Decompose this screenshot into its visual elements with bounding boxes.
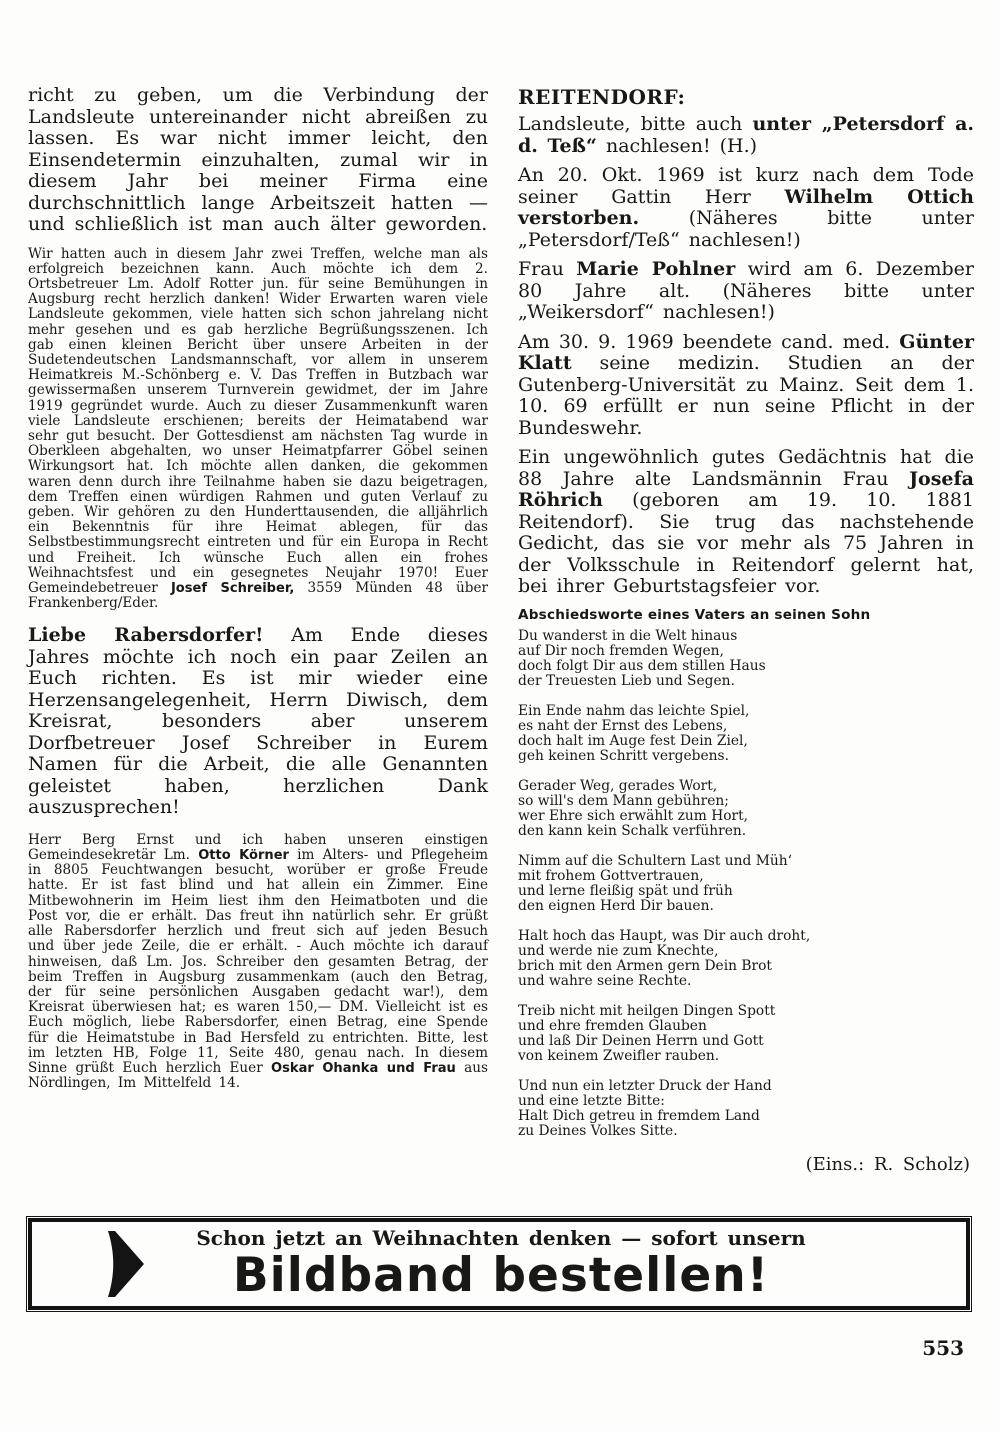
note-wilhelm-ottich: An 20. Okt. 1969 ist kurz nach dem Tode seiner Gattin Herr Wilhelm Ottich verstorben. (Näheres bitte unter „Petersdorf/Teß“ nachlesen!): [518, 164, 974, 251]
paragraph-meeting-report: Wir hatten auch in diesem Jahr zwei Treffen, welche man als erfolgreich bezeichnen kann. Auch möchte ich dem 2. Ortsbetreuer Lm. Adolf Rotter jun. für seine Bemühungen in Augsburg recht herzlich danken! Wider Erwarten waren viele Landsleute gekommen, viele hatten sich schon jahrelang nicht mehr gesehen und es gab herzliche Begrüßungsszenen. Ich gab einen kleinen Bericht über unsere Arbeiten in der Sudetendeutschen Landsmannschaft, vor allem in unserem Heimatkreis M.-Schönberg e. V. Das Treffen in Butzbach war gewissermaßen unserem Turnverein gewidmet, der im Jahre 1919 gegründet wurde. Auch zu dieser Zusammenkunft waren viele Landsleute erschienen; bereits der Heimatabend war sehr gut besucht. Der Gottesdienst am nächsten Tag wurde in Oberkleen abgehalten, wo unser Heimatpfarrer Göbel seinen Wirkungsort hat. Ich möchte allen danken, die gekommen waren denn durch ihre Teilnahme haben sie dazu beigetragen, dem Treffen einen würdigen Rahmen und guten Verlauf zu geben. Wir gehören zu den Hunderttausenden, die alljährlich ein Bekenntnis für ihre Heimat ablegen, für das Selbstbestimmungsrecht eintreten und für ein Europa in Recht und Freiheit. Ich wünsche Euch allen ein frohes Weihnachtsfest und ein gesegnetes Neujahr 1970! Euer Gemeindebetreuer Josef Schreiber, 3559 Münden 48 über Frankenberg/Eder.: [28, 245, 488, 612]
paragraph-intro-continuation: richt zu geben, um die Verbindung der Landsleute untereinander nicht abreißen zu lassen. Es war nicht immer leicht, den Einsendetermin einzuhalten, zumal wir in diesem Jahr bei meiner Firma eine durchschnittlich lange Arbeitszeit hatten — und schließlich ist man auch älter geworden.: [28, 84, 488, 235]
note-josefa-roehrich: Ein ungewöhnlich gutes Gedächtnis hat die 88 Jahre alte Landsmännin Frau Josefa Röhrich (geboren am 19. 10. 1881 Reitendorf). Sie trug das nachstehende Gedicht, das sie vor mehr als 75 Jahren in der Volksschule in Reitendorf gelernt hat, bei ihrer Geburtstagsfeier vor.: [518, 446, 974, 597]
note-guenter-klatt: Am 30. 9. 1969 beendete cand. med. Günter Klatt seine medizin. Studien an der Gutenberg-Universität zu Mainz. Seit dem 1. 10. 69 erfüllt er nun seine Pflicht in der Bundeswehr.: [518, 330, 974, 439]
poem-title: Abschiedsworte eines Vaters an seinen Sohn: [518, 606, 871, 623]
note-marie-pohlner: Frau Marie Pohlner wird am 6. Dezember 80 Jahre alt. (Näheres bitte unter „Weikersdorf“ nachlesen!): [518, 258, 975, 323]
paragraph-otto-koerner: Herr Berg Ernst und ich haben unseren einstigen Gemeindesekretär Lm. Otto Körner im Alters- und Pflegeheim in 8805 Feuchtwangen besucht, worüber er große Freude hatte. Er ist fast blind und hat allein ein Zimmer. Eine Mitbewohnerin im Heim liest ihm den Heimatboten und die Post vor, die er erhält. Das freut ihn natürlich sehr. Er grüßt alle Rabersdorfer herzlich und freut sich auf jeden Besuch und über jede Zeile, die er erhält. - Auch möchte ich darauf hinweisen, daß Lm. Jos. Schreiber den gesamten Betrag, der beim Treffen in Augsburg zusammenkam (auch den Betrag, der für seine persönlichen Ausgaben gedacht war!), dem Kreisrat überwiesen hat; es waren 150,— DM. Vielleicht ist es Euch möglich, liebe Rabersdorfer, einen Betrag, eine Spende für die Heimatstube in Bad Hersfeld zu entrichten. Bitte, lest im letzten HB, Folge 11, Seite 480, genau nach. In diesem Sinne grüßt Euch herzlich Euer Oskar Ohanka und Frau aus Nördlingen, Im Mittelfeld 14.: [28, 831, 488, 1092]
poem-stanza-7: Und nun ein letzter Druck der Hand und eine letzte Bitte: Halt Dich getreu in fremdem Land zu Deines Volkes Sitte.: [518, 1077, 772, 1139]
poem-stanza-3: Gerader Weg, gerades Wort, so will's dem Mann gebühren; wer Ehre sich erwählt zum Hort, den kann kein Schalk verführen.: [518, 777, 749, 839]
banner-subline: Schon jetzt an Weihnachten denken — sofort unsern: [196, 1226, 806, 1250]
poem-stanza-4: Nimm auf die Schultern Last und Müh‘ mit frohem Gottvertrauen, und lerne fleißig spät und früh den eignen Herd Dir bauen.: [518, 852, 793, 914]
note-petersdorf-reference: Landsleute, bitte auch unter „Petersdorf a. d. Teß“ nachlesen! (H.): [518, 113, 974, 157]
right-column: [518, 85, 974, 1175]
banner-headline: Bildband bestellen!: [232, 1248, 770, 1303]
poem-stanza-6: Treib nicht mit heilgen Dingen Spott und ehre fremden Glauben und laß Dir Deinen Herrn und Gott von keinem Zweifler rauben.: [518, 1002, 776, 1064]
section-heading-reitendorf: REITENDORF:: [518, 85, 686, 109]
banner-text: [146, 1226, 856, 1302]
poem-attribution: (Eins.: R. Scholz): [805, 1153, 970, 1175]
poem-stanza-1: Du wanderst in die Welt hinaus auf Dir noch fremden Wegen, doch folgt Dir aus dem stillen Haus der Treuesten Lieb und Segen.: [518, 627, 766, 689]
arrow-icon: [106, 1231, 146, 1297]
left-column: [28, 85, 488, 1175]
paragraph-liebe-rabersdorfer: Liebe Rabersdorfer! Am Ende dieses Jahres möchte ich noch ein paar Zeilen an Euch richten. Es ist mir wieder eine Herzensangelegenheit, Herrn Diwisch, dem Kreisrat, besonders aber unserem Dorfbetreuer Josef Schreiber in Eurem Namen für die Arbeit, die alle Genannten geleistet haben, herzlichen Dank auszusprechen!: [28, 624, 488, 819]
poem-stanza-2: Ein Ende nahm das leichte Spiel, es naht der Ernst des Lebens, doch halt im Auge fest Dein Ziel, geh keinen Schritt vergebens.: [518, 702, 750, 764]
poem-stanza-5: Halt hoch das Haupt, was Dir auch droht, und werde nie zum Knechte, brich mit den Armen gern Dein Brot und wahre seine Rechte.: [518, 927, 811, 989]
bildband-ad-banner: [28, 1218, 970, 1310]
page-number: 553: [922, 1336, 964, 1360]
